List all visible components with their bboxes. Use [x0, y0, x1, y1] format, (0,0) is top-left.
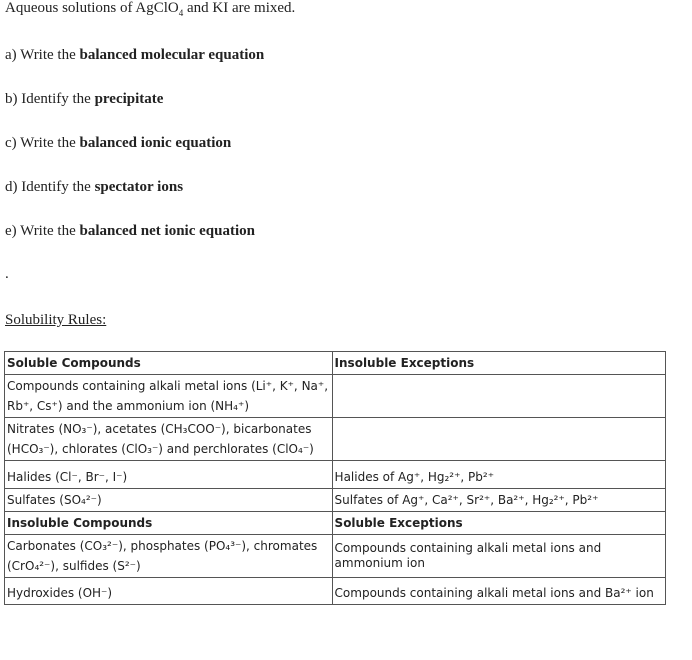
- solubility-rules-title: Solubility Rules:: [5, 312, 107, 328]
- intro-text-post: and KI are mixed.: [183, 0, 296, 16]
- header-insoluble-compounds: Insoluble Compounds: [5, 512, 333, 535]
- question-d-prefix: d) Identify the: [5, 179, 95, 195]
- cell-halides: Halides (Cl⁻, Br⁻, I⁻): [5, 461, 333, 489]
- problem-statement: [5, 0, 295, 17]
- header-insoluble-exceptions: Insoluble Exceptions: [332, 352, 665, 375]
- question-d: [5, 179, 183, 196]
- table-row: [5, 512, 666, 535]
- cell-carbonates-exceptions: Compounds containing alkali metal ions and ammonium ion: [332, 535, 665, 578]
- cell-alkali: Compounds containing alkali metal ions (Li⁺, K⁺, Na⁺, Rb⁺, Cs⁺) and the ammonium ion (NH₄⁺): [5, 375, 333, 418]
- header-soluble-exceptions: Soluble Exceptions: [332, 512, 665, 535]
- cell-sulfates-exceptions: Sulfates of Ag⁺, Ca²⁺, Sr²⁺, Ba²⁺, Hg₂²⁺, Pb²⁺: [332, 489, 665, 512]
- question-a: [5, 47, 264, 64]
- question-e-bold: balanced net ionic equation: [79, 223, 255, 239]
- cell-nitrates: Nitrates (NO₃⁻), acetates (CH₃COO⁻), bicarbonates (HCO₃⁻), chlorates (ClO₃⁻) and perchlorates (ClO₄⁻): [5, 418, 333, 461]
- header-soluble-compounds: Soluble Compounds: [5, 352, 333, 375]
- intro-subscript: 4: [178, 8, 184, 18]
- cell-sulfates: Sulfates (SO₄²⁻): [5, 489, 333, 512]
- question-b-bold: precipitate: [94, 91, 164, 107]
- question-b: [5, 91, 163, 108]
- table-row: [5, 352, 666, 375]
- cell-hydroxides-exceptions: Compounds containing alkali metal ions and Ba²⁺ ion: [332, 578, 665, 605]
- solubility-table: [4, 351, 666, 605]
- table-row: [5, 418, 666, 461]
- table-row: [5, 578, 666, 605]
- question-a-bold: balanced molecular equation: [79, 47, 265, 63]
- question-d-bold: spectator ions: [94, 179, 184, 195]
- cell-halides-exceptions: Halides of Ag⁺, Hg₂²⁺, Pb²⁺: [332, 461, 665, 489]
- table-row: [5, 489, 666, 512]
- question-b-prefix: b) Identify the: [5, 91, 95, 107]
- question-c: [5, 135, 231, 152]
- question-e: [5, 223, 255, 240]
- question-c-bold: balanced ionic equation: [79, 135, 232, 151]
- table-row: [5, 375, 666, 418]
- question-e-prefix: e) Write the: [5, 223, 80, 239]
- cell-empty: [332, 375, 665, 418]
- table-row: [5, 535, 666, 578]
- cell-carbonates: Carbonates (CO₃²⁻), phosphates (PO₄³⁻), chromates (CrO₄²⁻), sulfides (S²⁻): [5, 535, 333, 578]
- table-row: [5, 461, 666, 489]
- intro-text: Aqueous solutions of AgClO: [5, 0, 179, 16]
- question-a-prefix: a) Write the: [5, 47, 80, 63]
- question-c-prefix: c) Write the: [5, 135, 80, 151]
- cell-hydroxides: Hydroxides (OH⁻): [5, 578, 333, 605]
- cell-empty: [332, 418, 665, 461]
- stray-dot: .: [5, 266, 9, 282]
